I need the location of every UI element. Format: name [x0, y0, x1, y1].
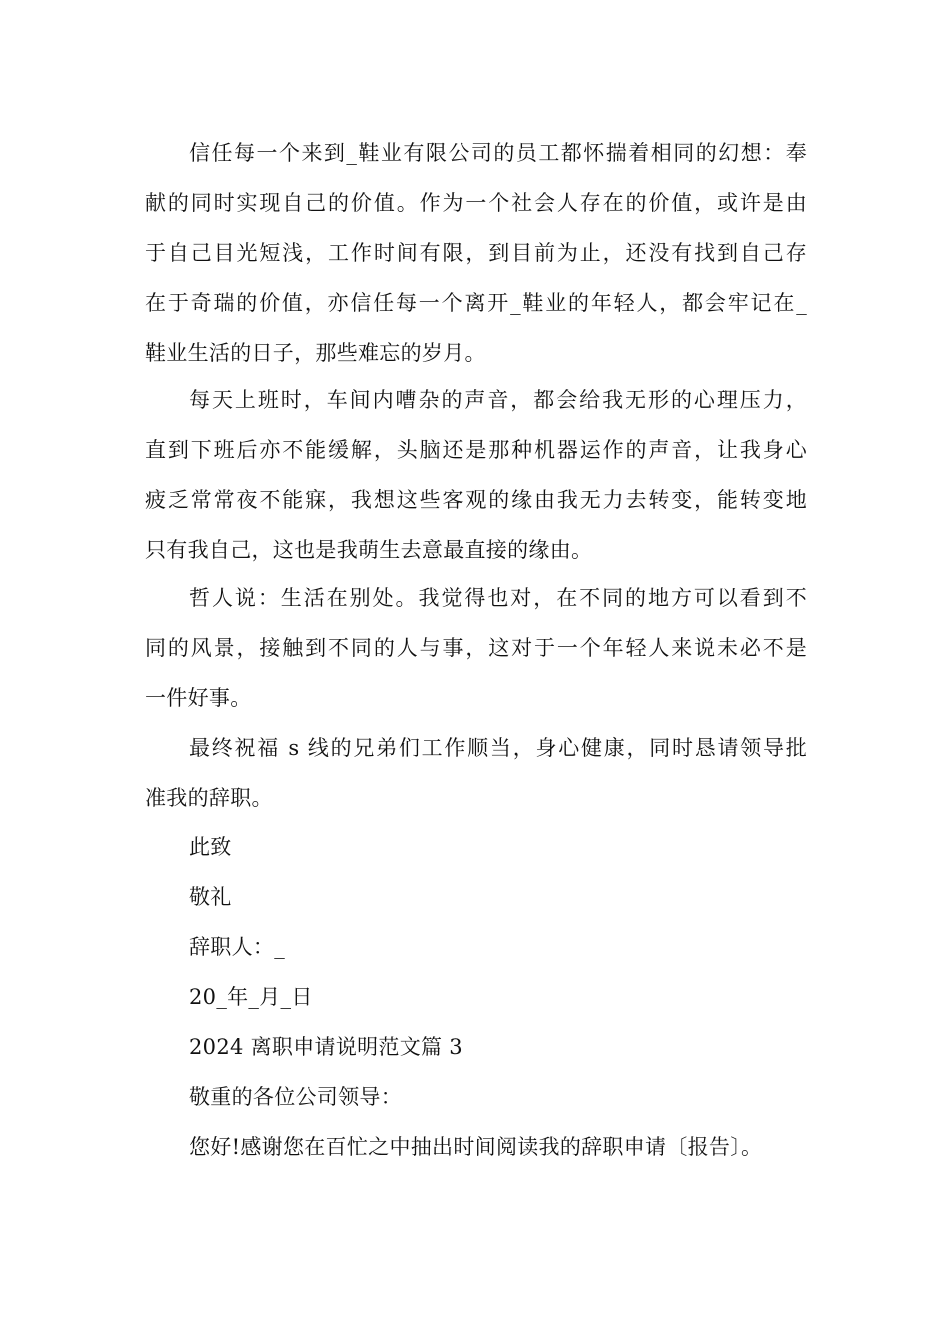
paragraph-line: 每天上班时，车间内嘈杂的声音，都会给我无形的心理压力，	[189, 388, 807, 412]
paragraph-3	[145, 573, 807, 723]
paragraph-4	[145, 723, 807, 823]
salutation-line: 敬重的各位公司领导：	[189, 1085, 402, 1109]
closing-block	[145, 822, 807, 1172]
paragraph-1	[145, 128, 807, 378]
signer-line: 辞职人：_	[189, 935, 285, 959]
paragraph-line: 只有我自己，这也是我萌生去意最直接的缘由。	[145, 538, 593, 562]
paragraph-line: 最终祝福 s 线的兄弟们工作顺当，身心健康，同时恳请领导批	[189, 736, 807, 760]
section-title: 2024 离职申请说明范文篇 3	[189, 1035, 463, 1059]
paragraph-line: 同的风景，接触到不同的人与事，这对于一个年轻人来说未必不是	[145, 636, 807, 660]
opening-line: 您好!感谢您在百忙之中抽出时间阅读我的辞职申请〔报告〕。	[189, 1135, 763, 1159]
date-line: 20_年_月_日	[189, 985, 313, 1009]
closing-greeting: 此致	[189, 835, 232, 859]
paragraph-line: 于自己目光短浅，工作时间有限，到目前为止，还没有找到自己存	[145, 241, 807, 265]
paragraph-line: 鞋业生活的日子，那些难忘的岁月。	[145, 341, 486, 365]
closing-regards: 敬礼	[189, 885, 232, 909]
paragraph-line: 疲乏常常夜不能寐，我想这些客观的缘由我无力去转变，能转变地	[145, 488, 807, 512]
paragraph-line: 信任每一个来到_鞋业有限公司的员工都怀揣着相同的幻想：奉	[189, 141, 807, 165]
paragraph-line: 准我的辞职。	[145, 786, 273, 810]
paragraph-line: 在于奇瑞的价值，亦信任每一个离开_鞋业的年轻人，都会牢记在_	[145, 291, 807, 315]
paragraph-2	[145, 375, 807, 575]
paragraph-line: 直到下班后亦不能缓解，头脑还是那种机器运作的声音，让我身心	[145, 438, 807, 462]
paragraph-line: 哲人说：生活在别处。我觉得也对，在不同的地方可以看到不	[189, 586, 807, 610]
paragraph-line: 一件好事。	[145, 686, 252, 710]
paragraph-line: 献的同时实现自己的价值。作为一个社会人存在的价值，或许是由	[145, 191, 807, 215]
